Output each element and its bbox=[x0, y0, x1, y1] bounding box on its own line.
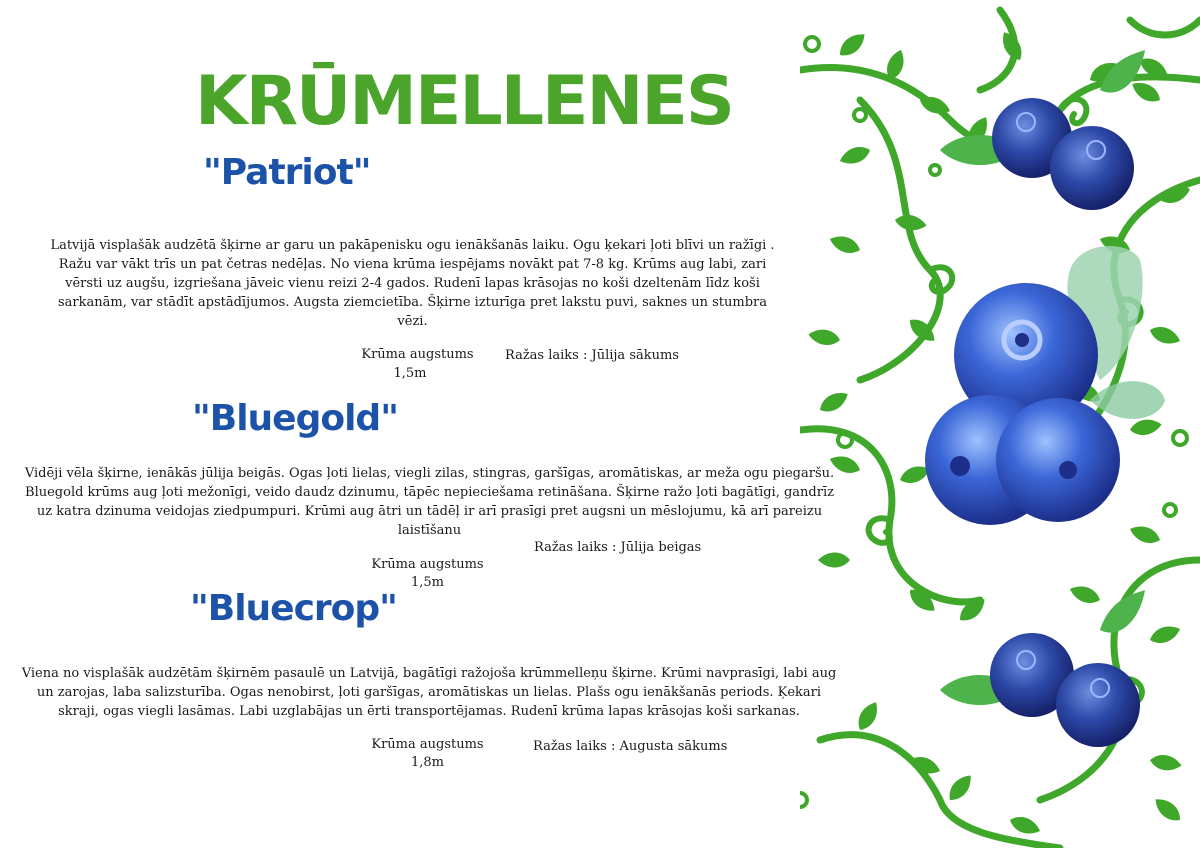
height-label-bluecrop: Krūma augstums bbox=[371, 737, 484, 752]
harvest-time-patriot: Ražas laiks : Jūlija sākums bbox=[505, 348, 679, 363]
page-title: KRŪMELLENES bbox=[195, 62, 733, 141]
height-label-patriot: Krūma augstums bbox=[361, 347, 474, 362]
variety-description-bluegold: Vidēji vēla šķirne, ienākās jūlija beigās. Ogas ļoti lielas, viegli zilas, stingras, garšīgas, aromātiskas, ar meža ogu piegaršu. Bluegold krūms aug ļoti mežonīgi, veido daudz dzinumu, tāpēc nepieciešama retināšana. Šķirne ražo ļoti bagātīgi, gandrīz uz katra dzinuma veidojas ziedpumpuri. Krūmi aug ātri un tādēļ ir arī prasīgi pret augsni un mēslojumu, kā arī pareizu laistīšanu bbox=[24, 466, 835, 538]
height-value-bluecrop: 1,8m bbox=[410, 755, 444, 770]
harvest-time-bluegold: Ražas laiks : Jūlija beigas bbox=[534, 540, 702, 555]
height-value-bluegold: 1,5m bbox=[410, 575, 444, 590]
variety-title-patriot: "Patriot" bbox=[203, 152, 371, 193]
variety-title-bluecrop: "Bluecrop" bbox=[190, 588, 397, 629]
decorative-vine-illustration bbox=[800, 0, 1200, 848]
height-label-bluegold: Krūma augstums bbox=[371, 557, 484, 572]
variety-description-bluecrop: Viena no visplašāk audzētām šķirnēm pasaulē un Latvijā, bagātīgi ražojoša krūmmelleņu šķirne. Krūmi navprasīgi, labi aug un zarojas, laba salizsturība. Ogas nenobirst, ļoti garšīgas, aromātiskas un lielas. Plašs ogu ienākšanās periods. Ķekari skraji, ogas viegli lasāmas. Labi uzglabājas un ērti transportējamas. Rudenī krūma lapas krāsojas koši sarkanas. bbox=[21, 666, 837, 719]
variety-description-patriot: Latvijā visplašāk audzētā šķirne ar garu un pakāpenisku ogu ienākšanās laiku. Ogu ķekari ļoti blīvi un ražīgi . Ražu var vākt trīs un pat četras nedēļas. No viena krūma iespējams novākt pat 7-8 kg. Krūms aug labi, zari vērsti uz augšu, izgriešana jāveic vienu reizi 2-4 gados. Rudenī lapas krāsojas no koši dzeltenām līdz koši sarkanām, var stādīt apstādījumos. Augsta ziemcietība. Šķirne izturīga pret lakstu puvi, saknes un stumbra vēzi. bbox=[50, 238, 775, 329]
harvest-time-bluecrop: Ražas laiks : Augusta sākums bbox=[533, 739, 728, 754]
blueberry-icon bbox=[992, 98, 1134, 210]
variety-title-bluegold: "Bluegold" bbox=[192, 398, 398, 439]
height-value-patriot: 1,5m bbox=[393, 366, 427, 381]
